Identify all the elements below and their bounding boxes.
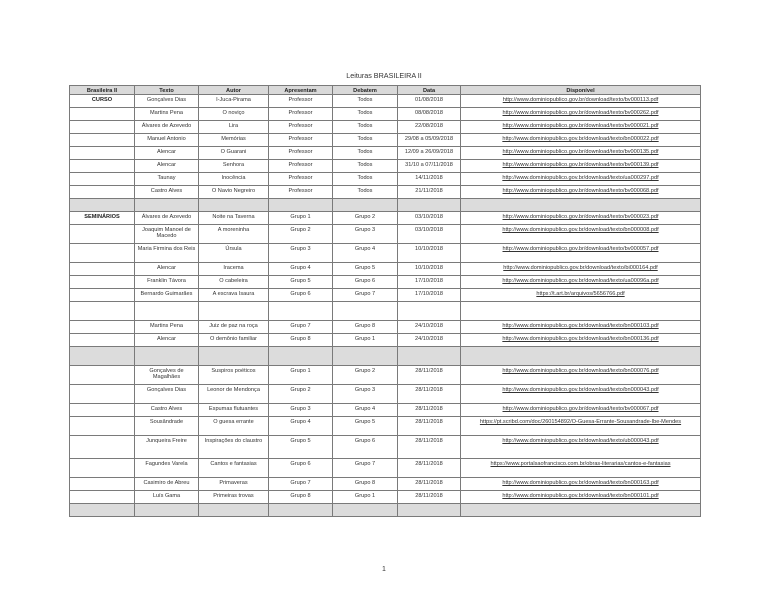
debaters-cell: Grupo 2 xyxy=(333,366,398,385)
date-cell: 24/10/2018 xyxy=(398,321,461,334)
link-cell[interactable]: http://www.dominiopublico.gov.br/download/texto/ua000297.pdf xyxy=(461,173,701,186)
presenters-cell: Grupo 4 xyxy=(269,263,333,276)
presenters-cell: Professor xyxy=(269,160,333,173)
table-row xyxy=(70,385,701,404)
author-cell: Cantos e fantasias xyxy=(199,459,269,478)
text-cell: Alencar xyxy=(135,263,199,276)
debaters-cell: Todos xyxy=(333,108,398,121)
link-cell[interactable]: https://www.portalsaofrancisco.com.br/obras-literarias/cantos-e-fantasias xyxy=(461,459,701,478)
author-cell: O guesa errante xyxy=(199,417,269,436)
category-cell xyxy=(70,459,135,478)
presenters-cell xyxy=(269,199,333,212)
table-row xyxy=(70,121,701,134)
page-number: 1 xyxy=(382,566,386,573)
text-cell: Álvares de Azevedo xyxy=(135,212,199,225)
table-row xyxy=(70,478,701,491)
debaters-cell xyxy=(333,347,398,366)
table-row xyxy=(70,459,701,478)
link-cell[interactable]: http://www.dominiopublico.gov.br/download/texto/bn000022.pdf xyxy=(461,134,701,147)
category-cell xyxy=(70,347,135,366)
author-cell: Úrsula xyxy=(199,244,269,263)
link-cell[interactable]: http://www.dominiopublico.gov.br/download/texto/bn000043.pdf xyxy=(461,385,701,404)
debaters-cell: Grupo 5 xyxy=(333,263,398,276)
date-cell: 28/11/2018 xyxy=(398,404,461,417)
author-cell: Senhora xyxy=(199,160,269,173)
presenters-cell: Grupo 8 xyxy=(269,491,333,504)
table-row xyxy=(70,276,701,289)
author-cell: Lira xyxy=(199,121,269,134)
debaters-cell: Grupo 7 xyxy=(333,289,398,302)
date-cell: 28/11/2018 xyxy=(398,417,461,436)
date-cell: 31/10 a 07/11/2018 xyxy=(398,160,461,173)
table-row xyxy=(70,160,701,173)
category-cell xyxy=(70,385,135,404)
category-cell: SEMINÁRIOS xyxy=(70,212,135,225)
author-cell: Memórias xyxy=(199,134,269,147)
presenters-cell: Grupo 4 xyxy=(269,417,333,436)
category-cell xyxy=(70,134,135,147)
text-cell: Bernardo Guimarães xyxy=(135,289,199,302)
category-cell xyxy=(70,108,135,121)
date-cell xyxy=(398,199,461,212)
presenters-cell xyxy=(269,302,333,321)
presenters-cell: Grupo 5 xyxy=(269,276,333,289)
column-header-text: Texto xyxy=(135,86,199,95)
link-cell xyxy=(461,504,701,517)
debaters-cell xyxy=(333,302,398,321)
category-cell xyxy=(70,173,135,186)
author-cell: Noite na Taverna xyxy=(199,212,269,225)
presenters-cell: Professor xyxy=(269,173,333,186)
category-cell xyxy=(70,199,135,212)
text-cell xyxy=(135,302,199,321)
author-cell: Suspiros poéticos xyxy=(199,366,269,385)
presenters-cell: Grupo 3 xyxy=(269,404,333,417)
presenters-cell xyxy=(269,347,333,366)
category-cell: CURSO xyxy=(70,95,135,108)
table-row xyxy=(70,289,701,302)
category-cell xyxy=(70,289,135,302)
date-cell: 10/10/2018 xyxy=(398,263,461,276)
debaters-cell xyxy=(333,504,398,517)
category-cell xyxy=(70,321,135,334)
presenters-cell: Grupo 2 xyxy=(269,225,333,244)
date-cell: 03/10/2018 xyxy=(398,212,461,225)
author-cell: Leonor de Mendonça xyxy=(199,385,269,404)
table-row xyxy=(70,95,701,108)
author-cell xyxy=(199,199,269,212)
table-row xyxy=(70,212,701,225)
presenters-cell: Professor xyxy=(269,186,333,199)
date-cell: 21/11/2018 xyxy=(398,186,461,199)
text-cell: Martins Pena xyxy=(135,108,199,121)
table-row xyxy=(70,186,701,199)
author-cell: Primaveras xyxy=(199,478,269,491)
date-cell xyxy=(398,504,461,517)
table-row xyxy=(70,417,701,436)
author-cell: O Navio Negreiro xyxy=(199,186,269,199)
link-cell[interactable]: http://www.dominiopublico.gov.br/download/texto/bv000113.pdf xyxy=(461,95,701,108)
presenters-cell: Professor xyxy=(269,121,333,134)
column-header-author: Autor xyxy=(199,86,269,95)
text-cell: Casimiro de Abreu xyxy=(135,478,199,491)
link-cell[interactable]: http://www.dominiopublico.gov.br/download/texto/bv000021.pdf xyxy=(461,121,701,134)
category-cell xyxy=(70,334,135,347)
category-cell xyxy=(70,302,135,321)
author-cell xyxy=(199,504,269,517)
presenters-cell: Grupo 6 xyxy=(269,289,333,302)
author-cell: Iracema xyxy=(199,263,269,276)
presenters-cell: Grupo 7 xyxy=(269,321,333,334)
debaters-cell: Grupo 7 xyxy=(333,459,398,478)
text-cell: Gonçalves Dias xyxy=(135,95,199,108)
text-cell xyxy=(135,504,199,517)
category-cell xyxy=(70,147,135,160)
date-cell: 28/11/2018 xyxy=(398,366,461,385)
link-cell[interactable]: https://t.art.br/arquivos/5656766.pdf xyxy=(461,289,701,302)
presenters-cell: Grupo 1 xyxy=(269,212,333,225)
author-cell xyxy=(199,302,269,321)
text-cell: Sousândrade xyxy=(135,417,199,436)
author-cell: Inspirações do claustro xyxy=(199,436,269,459)
author-cell: O noviço xyxy=(199,108,269,121)
column-header-debaters: Debatem xyxy=(333,86,398,95)
debaters-cell: Grupo 4 xyxy=(333,404,398,417)
author-cell: Inocência xyxy=(199,173,269,186)
date-cell: 12/09 a 26/09/2018 xyxy=(398,147,461,160)
text-cell: Gonçalves de Magalhães xyxy=(135,366,199,385)
table-row xyxy=(70,263,701,276)
debaters-cell: Todos xyxy=(333,95,398,108)
link-cell[interactable]: http://www.dominiopublico.gov.br/download/texto/bv000023.pdf xyxy=(461,212,701,225)
presenters-cell xyxy=(269,504,333,517)
text-cell: Taunay xyxy=(135,173,199,186)
text-cell: Martins Pena xyxy=(135,321,199,334)
link-cell[interactable]: http://www.dominiopublico.gov.br/download/texto/bv000068.pdf xyxy=(461,186,701,199)
debaters-cell: Grupo 3 xyxy=(333,225,398,244)
presenters-cell: Grupo 6 xyxy=(269,459,333,478)
date-cell: 28/11/2018 xyxy=(398,436,461,459)
table-row xyxy=(70,134,701,147)
link-cell[interactable]: http://www.dominiopublico.gov.br/download/texto/bv000139.pdf xyxy=(461,160,701,173)
date-cell: 03/10/2018 xyxy=(398,225,461,244)
link-cell[interactable]: http://www.dominiopublico.gov.br/download/texto/bn000076.pdf xyxy=(461,366,701,385)
debaters-cell: Grupo 6 xyxy=(333,276,398,289)
text-cell: Álvares de Azevedo xyxy=(135,121,199,134)
debaters-cell: Todos xyxy=(333,186,398,199)
category-cell xyxy=(70,404,135,417)
table-row xyxy=(70,244,701,263)
debaters-cell: Grupo 6 xyxy=(333,436,398,459)
text-cell: Castro Alves xyxy=(135,404,199,417)
separator-row xyxy=(70,199,701,212)
table-row xyxy=(70,225,701,244)
text-cell: Alencar xyxy=(135,147,199,160)
author-cell: I-Juca-Pirama xyxy=(199,95,269,108)
presenters-cell: Professor xyxy=(269,147,333,160)
category-cell xyxy=(70,121,135,134)
date-cell: 28/11/2018 xyxy=(398,385,461,404)
debaters-cell xyxy=(333,199,398,212)
category-cell xyxy=(70,276,135,289)
debaters-cell: Grupo 8 xyxy=(333,478,398,491)
presenters-cell: Grupo 7 xyxy=(269,478,333,491)
table-row xyxy=(70,173,701,186)
table-row xyxy=(70,366,701,385)
author-cell: O cabeleira xyxy=(199,276,269,289)
readings-table xyxy=(69,85,701,517)
link-cell[interactable]: http://www.dominiopublico.gov.br/download/texto/bv000067.pdf xyxy=(461,404,701,417)
column-header-category: Brasileira II xyxy=(70,86,135,95)
category-cell xyxy=(70,478,135,491)
author-cell: A moreninha xyxy=(199,225,269,244)
date-cell: 17/10/2018 xyxy=(398,276,461,289)
category-cell xyxy=(70,160,135,173)
link-cell[interactable]: http://www.dominiopublico.gov.br/download/texto/bn000008.pdf xyxy=(461,225,701,244)
table-row xyxy=(70,108,701,121)
link-cell[interactable]: http://www.dominiopublico.gov.br/download/texto/bv000057.pdf xyxy=(461,244,701,263)
link-cell[interactable]: https://pt.scribd.com/doc/260154892/O-Guesa-Errante-Sousandrade-Ibe-Mendes xyxy=(461,417,701,436)
category-cell xyxy=(70,491,135,504)
author-cell: Espumas flutuantes xyxy=(199,404,269,417)
text-cell: Manuel Antonio xyxy=(135,134,199,147)
text-cell: Alencar xyxy=(135,334,199,347)
category-cell xyxy=(70,504,135,517)
presenters-cell: Grupo 8 xyxy=(269,334,333,347)
presenters-cell: Grupo 2 xyxy=(269,385,333,404)
table-header-row xyxy=(70,86,701,95)
debaters-cell: Grupo 4 xyxy=(333,244,398,263)
debaters-cell: Todos xyxy=(333,147,398,160)
category-cell xyxy=(70,244,135,263)
table-row xyxy=(70,436,701,459)
text-cell: Maria Firmina dos Reis xyxy=(135,244,199,263)
column-header-date: Data xyxy=(398,86,461,95)
text-cell: Gonçalves Dias xyxy=(135,385,199,404)
debaters-cell: Grupo 1 xyxy=(333,491,398,504)
link-cell[interactable]: http://www.dominiopublico.gov.br/download/texto/ua00096a.pdf xyxy=(461,276,701,289)
date-cell: 24/10/2018 xyxy=(398,334,461,347)
column-header-link: Disponível xyxy=(461,86,701,95)
category-cell xyxy=(70,436,135,459)
date-cell: 28/11/2018 xyxy=(398,491,461,504)
separator-row xyxy=(70,504,701,517)
debaters-cell: Grupo 2 xyxy=(333,212,398,225)
debaters-cell: Grupo 3 xyxy=(333,385,398,404)
debaters-cell: Grupo 8 xyxy=(333,321,398,334)
author-cell xyxy=(199,347,269,366)
text-cell: Franklin Távora xyxy=(135,276,199,289)
link-cell[interactable]: http://www.dominiopublico.gov.br/download/texto/bn000101.pdf xyxy=(461,491,701,504)
date-cell: 22/08/2018 xyxy=(398,121,461,134)
link-cell xyxy=(461,347,701,366)
author-cell: O Guarani xyxy=(199,147,269,160)
debaters-cell: Todos xyxy=(333,121,398,134)
author-cell: Primeiras trovas xyxy=(199,491,269,504)
empty-row xyxy=(70,302,701,321)
link-cell[interactable]: http://www.dominiopublico.gov.br/download/texto/bi000164.pdf xyxy=(461,263,701,276)
date-cell: 28/11/2018 xyxy=(398,459,461,478)
table-body xyxy=(70,95,701,517)
debaters-cell: Todos xyxy=(333,160,398,173)
author-cell: A escrava Isaura xyxy=(199,289,269,302)
debaters-cell: Grupo 5 xyxy=(333,417,398,436)
link-cell xyxy=(461,302,701,321)
date-cell xyxy=(398,302,461,321)
date-cell: 10/10/2018 xyxy=(398,244,461,263)
presenters-cell: Grupo 3 xyxy=(269,244,333,263)
presenters-cell: Professor xyxy=(269,95,333,108)
link-cell[interactable]: http://www.dominiopublico.gov.br/download/texto/bn000136.pdf xyxy=(461,334,701,347)
table-row xyxy=(70,321,701,334)
presenters-cell: Grupo 5 xyxy=(269,436,333,459)
text-cell xyxy=(135,347,199,366)
presenters-cell: Professor xyxy=(269,108,333,121)
debaters-cell: Todos xyxy=(333,134,398,147)
date-cell: 28/11/2018 xyxy=(398,478,461,491)
date-cell xyxy=(398,347,461,366)
separator-row xyxy=(70,347,701,366)
link-cell[interactable]: http://www.dominiopublico.gov.br/download/texto/ub000043.pdf xyxy=(461,436,701,459)
text-cell: Castro Alves xyxy=(135,186,199,199)
text-cell: Junqueira Freire xyxy=(135,436,199,459)
text-cell xyxy=(135,199,199,212)
category-cell xyxy=(70,186,135,199)
category-cell xyxy=(70,417,135,436)
link-cell[interactable]: http://www.dominiopublico.gov.br/download/texto/bv000262.pdf xyxy=(461,108,701,121)
date-cell: 01/08/2018 xyxy=(398,95,461,108)
link-cell[interactable]: http://www.dominiopublico.gov.br/download/texto/bn000103.pdf xyxy=(461,321,701,334)
date-cell: 17/10/2018 xyxy=(398,289,461,302)
author-cell: Juiz de paz na roça xyxy=(199,321,269,334)
category-cell xyxy=(70,225,135,244)
date-cell: 08/08/2018 xyxy=(398,108,461,121)
text-cell: Luís Gama xyxy=(135,491,199,504)
table-row xyxy=(70,334,701,347)
debaters-cell: Todos xyxy=(333,173,398,186)
presenters-cell: Professor xyxy=(269,134,333,147)
date-cell: 29/08 a 05/09/2018 xyxy=(398,134,461,147)
category-cell xyxy=(70,366,135,385)
link-cell[interactable]: http://www.dominiopublico.gov.br/download/texto/bv000135.pdf xyxy=(461,147,701,160)
author-cell: O demônio familiar xyxy=(199,334,269,347)
category-cell xyxy=(70,263,135,276)
text-cell: Joaquim Manoel de Macedo xyxy=(135,225,199,244)
table-row xyxy=(70,147,701,160)
debaters-cell: Grupo 1 xyxy=(333,334,398,347)
text-cell: Alencar xyxy=(135,160,199,173)
text-cell: Fagundes Varela xyxy=(135,459,199,478)
link-cell xyxy=(461,199,701,212)
column-header-presenters: Apresentam xyxy=(269,86,333,95)
link-cell[interactable]: http://www.dominiopublico.gov.br/download/texto/bn000163.pdf xyxy=(461,478,701,491)
document-title: Leituras BRASILEIRA II xyxy=(346,71,422,80)
presenters-cell: Grupo 1 xyxy=(269,366,333,385)
table-row xyxy=(70,491,701,504)
date-cell: 14/11/2018 xyxy=(398,173,461,186)
table-row xyxy=(70,404,701,417)
